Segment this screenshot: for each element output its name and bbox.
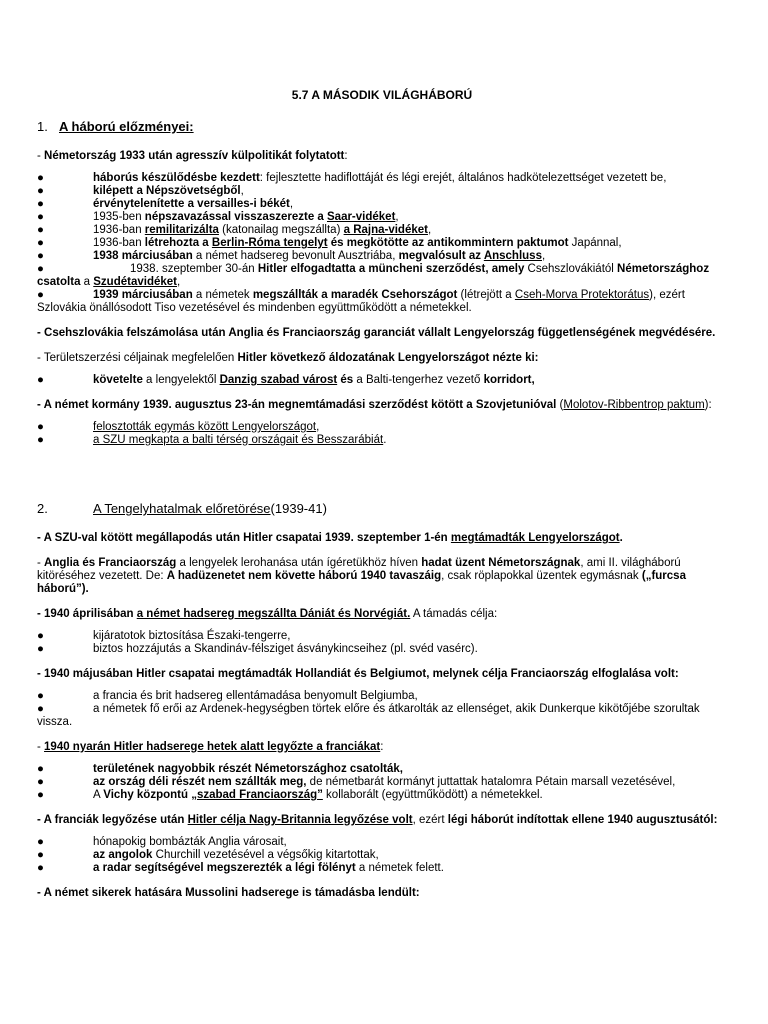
bullet-list [37, 172, 727, 315]
text-run: (létrejött a [457, 289, 515, 301]
list-item [37, 198, 727, 211]
text-run: Szudétavidéket [93, 276, 177, 288]
bullet-list [37, 690, 727, 729]
text-run: kilépett a Népszövetségből [93, 185, 241, 197]
text-run: A hadüzenetet nem követte háború 1940 tavaszáig [166, 570, 442, 582]
text-run: megtámadták Lengyelországot [450, 532, 620, 544]
text-run: hónapokig bombázták Anglia városait, [93, 836, 287, 848]
bullet-icon: ● [37, 789, 44, 801]
list-item [37, 849, 727, 862]
text-run: Anschluss [483, 250, 542, 262]
section-number: 2. [37, 501, 48, 516]
bullet-icon: ● [37, 862, 44, 874]
text-run: követelte [93, 374, 143, 386]
bullet-list [37, 374, 727, 387]
text-run: Hitler elfogadtatta a müncheni szerződést, amely [257, 263, 525, 275]
bullet-icon: ● [37, 224, 44, 236]
text-run: Churchill vezetésével a végsőkig kitartottak, [152, 849, 379, 861]
text-run: - Csehszlovákia felszámolása után Anglia és Franciaország garanciát vállalt Lengyelország függetlenségének megvédésére. [37, 327, 716, 339]
list-item [37, 862, 727, 875]
text-run: és [337, 374, 354, 386]
text-run: - Területszerzési céljainak megfelelően [37, 352, 238, 364]
text-run: - A német kormány 1939. augusztus 23-án megnemtámadási szerződést kötött a Szovjetunióval [37, 399, 557, 411]
list-item [37, 224, 727, 237]
text-run: biztos hozzájutás a Skandináv-félsziget ásványkincseihez (pl. svéd vasérc). [93, 643, 478, 655]
paragraph [37, 814, 727, 827]
text-run: Hitler következő áldozatának Lengyelországot nézte ki: [237, 352, 539, 364]
section-heading-1 [37, 120, 727, 133]
paragraph [37, 887, 727, 900]
section-heading-2 [37, 502, 727, 515]
text-run: és megkötötte az antikommintern paktumot [327, 237, 569, 249]
text-run: , ezért [412, 814, 448, 826]
text-run: a német hadsereg bevonult Ausztriába, [192, 250, 399, 262]
bullet-list [37, 630, 727, 656]
text-run: - 1940 áprilisában [37, 608, 137, 620]
text-run: , [427, 224, 432, 236]
paragraph [37, 532, 727, 545]
paragraph [37, 150, 727, 163]
bullet-icon: ● [37, 630, 44, 642]
text-run: érvénytelenítette a versailles-i békét [93, 198, 290, 210]
list-item [37, 789, 727, 802]
bullet-icon: ● [37, 703, 44, 715]
bullet-icon: ● [37, 776, 44, 788]
text-run: Hitler célja Nagy-Britannia legyőzése volt [187, 814, 413, 826]
paragraph [37, 668, 727, 681]
section-number: 1. [37, 119, 48, 134]
text-run: (katonailag megszállta) [218, 224, 344, 236]
list-item [37, 250, 727, 263]
text-run: : [344, 150, 348, 162]
text-run: a Rajna-vidéket [343, 224, 428, 236]
text-run: , [177, 276, 181, 288]
text-run: háborús készülődésbe kezdett [93, 172, 260, 184]
paragraph [37, 352, 727, 365]
text-run: hadat üzent Németországnak [421, 557, 581, 569]
text-run: - [37, 741, 45, 753]
text-run: , csak röplapokkal üzentek egymásnak [441, 570, 642, 582]
bullet-icon: ● [37, 690, 44, 702]
section-title: A Tengelyhatalmak előretörése [93, 501, 271, 516]
text-run: A [93, 789, 104, 801]
list-item [37, 763, 727, 776]
list-item [37, 237, 727, 250]
text-run: Vichy központú [103, 789, 192, 801]
paragraph [37, 608, 727, 621]
text-run: : [380, 741, 384, 753]
text-run: , [395, 211, 399, 223]
text-run: Anglia és Franciaország [44, 557, 177, 569]
text-run: 1940 nyarán Hitler hadserege hetek alatt legyőzte a franciákat [44, 741, 381, 753]
bullet-icon: ● [37, 250, 44, 262]
text-run: létrehozta a [144, 237, 212, 249]
section-title: A háború előzményei: [59, 119, 194, 134]
spacer [37, 456, 727, 502]
text-run: ), ezért Szlovákia önállósodott Tiso vezetésével és mindenben együttműködött a németekkel. [37, 289, 685, 314]
text-run: ( [556, 399, 564, 411]
text-run: , [541, 250, 546, 262]
text-run: . [383, 434, 387, 446]
text-run: a [80, 276, 94, 288]
section-title-suffix: (1939-41) [270, 501, 327, 516]
text-run: , [316, 421, 320, 433]
text-run: - A SZU-val kötött megállapodás után Hitler csapatai 1939. szeptember 1-én [37, 532, 451, 544]
text-run: A támadás célja: [410, 608, 498, 620]
text-run: 1939 márciusában [93, 289, 193, 301]
text-run: - [37, 557, 45, 569]
bullet-icon: ● [37, 211, 44, 223]
bullet-icon: ● [37, 643, 44, 655]
text-run: ): [704, 399, 712, 411]
bullet-list [37, 421, 727, 447]
bullet-icon: ● [37, 849, 44, 861]
text-run: - A franciák legyőzése után [37, 814, 188, 826]
text-run: kijáratotok biztosítása Északi-tengerre, [93, 630, 291, 642]
list-item [37, 263, 727, 289]
list-item [37, 703, 727, 729]
list-item [37, 630, 727, 643]
text-run: az angolok [93, 849, 153, 861]
text-run: a francia és brit hadsereg ellentámadása benyomult Belgiumba, [93, 690, 418, 702]
list-item [37, 836, 727, 849]
text-run: Németország 1933 után agresszív külpolitikát folytatott [44, 150, 345, 162]
bullet-icon: ● [37, 172, 44, 184]
list-item [37, 421, 727, 434]
text-run: - [37, 150, 45, 162]
text-run: területének nagyobbik részét Németországhoz csatolták, [93, 763, 403, 775]
text-run: Japánnal, [568, 237, 622, 249]
text-run: 1935-ben [93, 211, 145, 223]
bullet-icon: ● [37, 421, 44, 433]
text-run: „szabad Franciaország” [191, 789, 323, 801]
text-run: Csehszlovákiától [524, 263, 618, 275]
text-run: a németek [192, 289, 253, 301]
paragraph [37, 399, 727, 412]
list-item [37, 690, 727, 703]
text-run: a Balti-tengerhez vezető [353, 374, 484, 386]
text-run: megszállták a maradék Csehországot [252, 289, 458, 301]
text-run: . [619, 532, 623, 544]
list-item [37, 211, 727, 224]
text-run: népszavazással visszaszerezte a [144, 211, 327, 223]
bullet-icon: ● [37, 289, 44, 301]
bullet-list [37, 763, 727, 802]
text-run: az ország déli részét nem szállták meg, [93, 776, 307, 788]
text-run: a SZU megkapta a balti térség országait és Besszarábiát [93, 434, 384, 446]
bullet-icon: ● [37, 237, 44, 249]
text-run: Berlin-Róma tengelyt [211, 237, 328, 249]
list-item [37, 185, 727, 198]
list-item [37, 643, 727, 656]
bullet-icon: ● [37, 836, 44, 848]
text-run: 1936-ban [93, 224, 145, 236]
text-run: , ami II. világháború kitöréséhez vezetett. De: [37, 557, 681, 582]
text-run: , [240, 185, 244, 197]
text-run: , [289, 198, 294, 210]
text-run: a radar segítségével megszerezték a légi fölényt [93, 862, 356, 874]
text-run: remilitarizálta [144, 224, 219, 236]
paragraph [37, 327, 727, 340]
text-run: : fejlesztette hadiflottáját és légi erejét, általános hadkötelezettséget vezetett be, [259, 172, 667, 184]
bullet-icon: ● [37, 263, 44, 275]
text-run: a lengyelektől [142, 374, 220, 386]
list-item [37, 289, 727, 315]
bullet-icon: ● [37, 763, 44, 775]
text-run: Németországhoz csatolta [37, 263, 710, 288]
text-run: a németek felett. [355, 862, 444, 874]
text-run: Cseh-Morva Protektorátus [514, 289, 650, 301]
text-run: („furcsa háború”). [37, 570, 686, 595]
list-item [37, 776, 727, 789]
text-run: 1936-ban [93, 237, 145, 249]
text-run: a német hadsereg megszállta Dániát és Norvégiát. [136, 608, 411, 620]
list-item [37, 172, 727, 185]
bullet-icon: ● [37, 185, 44, 197]
text-run: Danzig szabad várost [219, 374, 338, 386]
text-run: - A német sikerek hatására Mussolini hadserege is támadásba lendült: [37, 887, 420, 899]
text-run: felosztották egymás között Lengyelországot [93, 421, 317, 433]
document-body [37, 150, 727, 900]
bullet-icon: ● [37, 374, 44, 386]
text-run: kollaborált (együttműködött) a németekkel. [322, 789, 543, 801]
text-run: 1938. szeptember 30-án [130, 263, 258, 275]
paragraph [37, 741, 727, 754]
text-run: a lengyelek lerohanása után ígéretükhöz híven [176, 557, 422, 569]
text-run: Molotov-Ribbentrop paktum [563, 399, 705, 411]
list-item [37, 434, 727, 447]
text-run: légi háborút indítottak ellene 1940 augusztusától: [447, 814, 718, 826]
text-run: Saar-vidéket [327, 211, 396, 223]
text-run: megvalósult az [398, 250, 484, 262]
text-run: 1938 márciusában [93, 250, 193, 262]
page-title: 5.7 A MÁSODIK VILÁGHÁBORÚ [291, 88, 473, 102]
text-run: - 1940 májusában Hitler csapatai megtámadták Hollandiát és Belgiumot, melynek célja Franciaország elfoglalása volt: [37, 668, 679, 680]
text-run: a németek fő erői az Ardenek-hegységben törtek előre és átkarolták az ellenséget, akik Dunkerque kikötőjébe szorultak vissza. [37, 703, 700, 728]
text-run: de németbarát kormányt juttattak hatalomra Pétain marsall vezetésével, [306, 776, 676, 788]
bullet-icon: ● [37, 198, 44, 210]
bullet-icon: ● [37, 434, 44, 446]
document-page [37, 89, 727, 909]
bullet-list [37, 836, 727, 875]
text-run: korridort, [483, 374, 535, 386]
list-item [37, 374, 727, 387]
paragraph [37, 557, 727, 596]
